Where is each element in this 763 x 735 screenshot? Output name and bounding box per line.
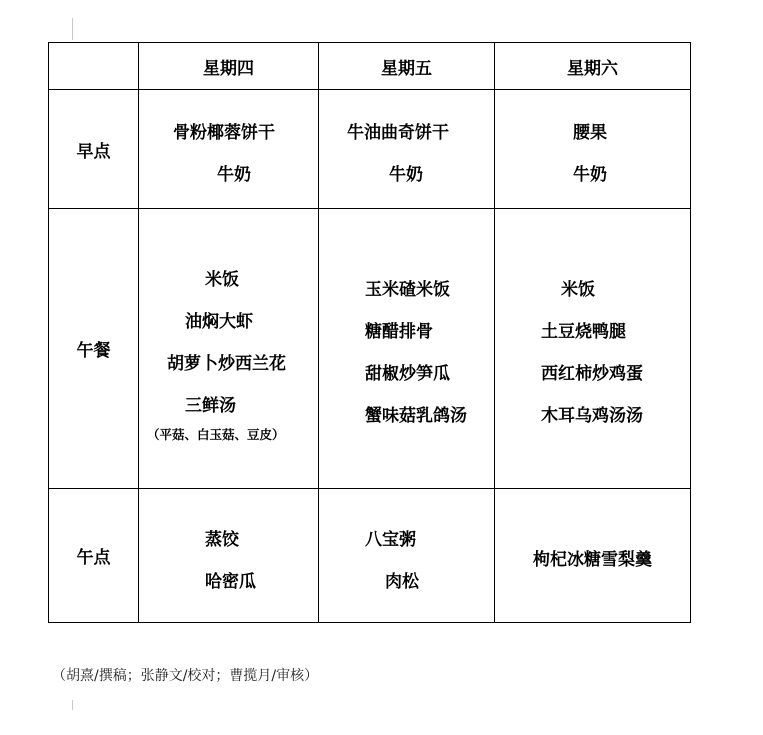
menu-item: 胡萝卜炒西兰花 xyxy=(167,354,286,374)
menu-item: 玉米碴米饭 xyxy=(365,280,450,300)
day-header-saturday: 星期六 xyxy=(495,43,691,90)
soup-ingredients-note: （平菇、白玉菇、豆皮） xyxy=(147,427,285,442)
lunch-row xyxy=(49,209,691,489)
menu-item: 三鲜汤 xyxy=(185,396,236,416)
menu-item: 土豆烧鸭腿 xyxy=(541,322,626,342)
menu-item: 米饭 xyxy=(561,280,595,300)
breakfast-snack-friday xyxy=(319,90,495,209)
lunch-friday xyxy=(319,209,495,489)
menu-item: 木耳乌鸡汤汤 xyxy=(541,406,643,426)
row-label-lunch: 午餐 xyxy=(49,209,139,489)
afternoon-snack-thursday xyxy=(139,489,319,623)
corner-cell xyxy=(49,43,139,90)
menu-item: 糖醋排骨 xyxy=(365,322,433,342)
day-header-friday: 星期五 xyxy=(319,43,495,90)
menu-item: 米饭 xyxy=(205,270,239,290)
afternoon-snack-row xyxy=(49,489,691,623)
credits-line: （胡熹/撰稿；张静文/校对；曹揽月/审核） xyxy=(52,668,319,684)
menu-item: 西红柿炒鸡蛋 xyxy=(541,364,643,384)
weekly-menu-table xyxy=(48,42,691,623)
breakfast-snack-thursday xyxy=(139,90,319,209)
menu-item: 油焖大虾 xyxy=(185,312,253,332)
row-label-breakfast-snack: 早点 xyxy=(49,90,139,209)
lunch-thursday xyxy=(139,209,319,489)
menu-item: 肉松 xyxy=(385,572,419,592)
menu-item: 腰果 xyxy=(573,123,607,143)
breakfast-snack-row xyxy=(49,90,691,209)
menu-item: 牛油曲奇饼干 xyxy=(347,123,449,143)
menu-item: 牛奶 xyxy=(217,165,251,185)
menu-item: 哈密瓜 xyxy=(205,572,256,592)
row-label-afternoon-snack: 午点 xyxy=(49,489,139,623)
menu-item: 蒸饺 xyxy=(205,530,239,550)
day-header-thursday: 星期四 xyxy=(139,43,319,90)
header-row xyxy=(49,43,691,90)
breakfast-snack-saturday xyxy=(495,90,691,209)
afternoon-snack-friday xyxy=(319,489,495,623)
page-margin-mark-bottom xyxy=(72,700,73,710)
page-margin-mark-top xyxy=(72,18,73,40)
menu-item: 枸杞冰糖雪梨羹 xyxy=(533,550,652,570)
menu-item: 蟹味菇乳鸽汤 xyxy=(365,406,467,426)
menu-item: 骨粉椰蓉饼干 xyxy=(173,123,275,143)
lunch-saturday xyxy=(495,209,691,489)
afternoon-snack-saturday xyxy=(495,489,691,623)
menu-item: 甜椒炒笋瓜 xyxy=(365,364,450,384)
menu-item: 牛奶 xyxy=(573,165,607,185)
menu-item: 八宝粥 xyxy=(365,530,416,550)
menu-item: 牛奶 xyxy=(389,165,423,185)
